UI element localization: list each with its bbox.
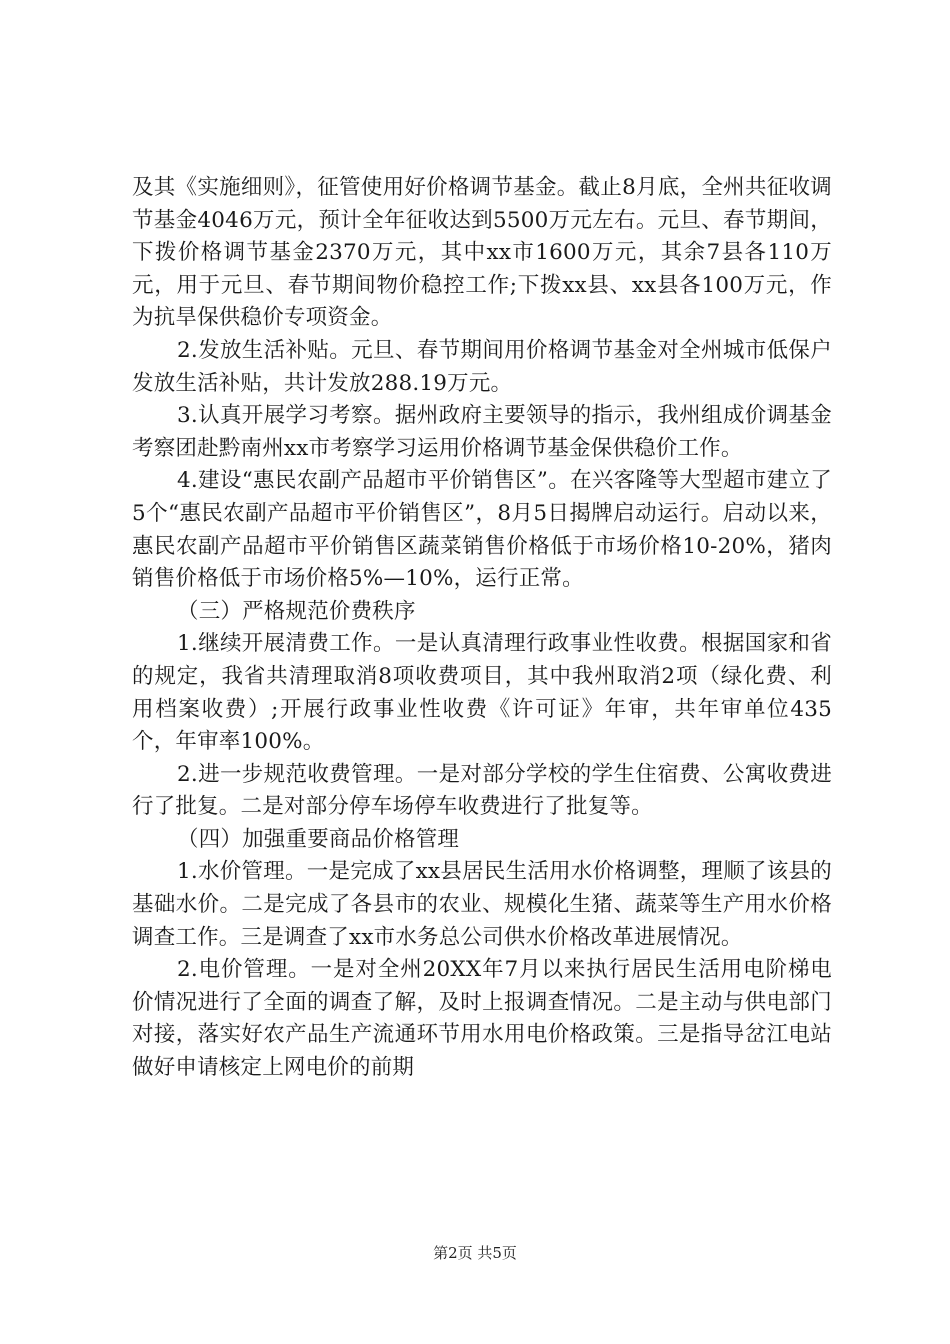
page-footer: 第2页 共5页 (433, 1244, 517, 1262)
paragraph-electricity-price: 2.电价管理。一是对全州20XX年7月以来执行居民生活用电阶梯电价情况进行了全面的调查了解，及时上报调查情况。二是主动与供电部门对接，落实好农产品生产流通环节用水用电价格政策。三是指导岔江电站做好申请核定上网电价的前期 (132, 957, 832, 1081)
document-body (132, 172, 832, 1085)
section-heading-commodity-price: （四）加强重要商品价格管理 (177, 826, 460, 852)
paragraph-fair-price-zone: 4.建设“惠民农副产品超市平价销售区”。在兴客隆等大型超市建立了5个“惠民农副产品超市平价销售区”，8月5日揭牌启动运行。启动以来，惠民农副产品超市平价销售区蔬菜销售价格低于市场价格10-20%，猪肉销售价格低于市场价格5%—10%，运行正常。 (132, 468, 832, 592)
paragraph-water-price: 1.水价管理。一是完成了xx县居民生活用水价格调整，理顺了该县的基础水价。二是完成了各县市的农业、规模化生猪、蔬菜等生产用水价格调查工作。三是调查了xx市水务总公司供水价格改革进展情况。 (132, 859, 832, 950)
paragraph-study-tour: 3.认真开展学习考察。据州政府主要领导的指示，我州组成价调基金考察团赴黔南州xx市考察学习运用价格调节基金保供稳价工作。 (132, 403, 832, 461)
paragraph-fee-management: 2.进一步规范收费管理。一是对部分学校的学生住宿费、公寓收费进行了批复。二是对部分停车场停车收费进行了批复等。 (132, 761, 832, 820)
paragraph-price-fund: 及其《实施细则》，征管使用好价格调节基金。截止8月底，全州共征收调节基金4046万元，预计全年征收达到5500万元左右。元旦、春节期间，下拨价格调节基金2370万元，其中xx市1600万元，其余7县各110万元，用于元旦、春节期间物价稳控工作;下拨xx县、xx县各100万元，作为抗旱保供稳价专项资金。 (132, 175, 832, 331)
paragraph-living-subsidy: 2.发放生活补贴。元旦、春节期间用价格调节基金对全州城市低保户发放生活补贴，共计发放288.19万元。 (132, 337, 832, 396)
section-heading-fee-order: （三）严格规范价费秩序 (177, 598, 416, 624)
paragraph-fee-cleanup: 1.继续开展清费工作。一是认真清理行政事业性收费。根据国家和省的规定，我省共清理取消8项收费项目，其中我州取消2项（绿化费、利用档案收费）;开展行政事业性收费《许可证》年审，共年审单位435个，年审率100%。 (132, 631, 832, 755)
